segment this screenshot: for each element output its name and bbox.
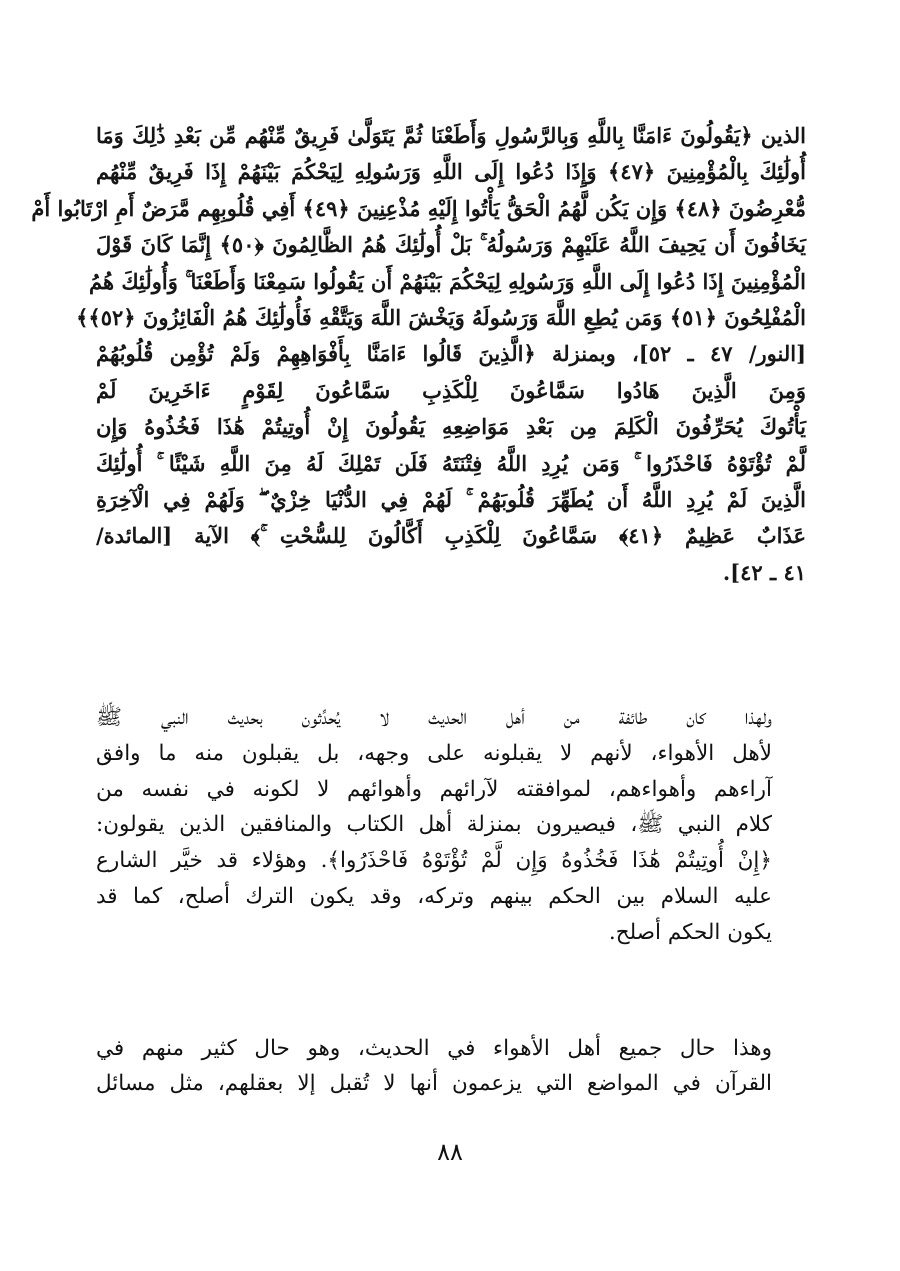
quote-line: يَأْتُوكَ يُحَرِّفُونَ الْكَلِمَ مِن بَعْدِ مَوَاضِعِهِ يَقُولُونَ إِنْ أُوتِيتُمْ هَٰذَا فَخُذُوهُ وَإِن xyxy=(96,414,806,440)
quote-line: الذين ﴿يَقُولُونَ ءَامَنَّا بِاللَّهِ وَبِالرَّسُولِ وَأَطَعْنَا ثُمَّ يَتَوَلَّىٰ فَرِيقٌ مِّنْهُم مِّن بَعْدِ ذَٰلِكَ وَمَا xyxy=(96,123,806,148)
paragraph-line: آراءهم وأهواءهم، لموافقته لآرائهم وأهوائهم لا لكونه في نفسه من xyxy=(96,776,772,802)
quote-line: الْمُفْلِحُونَ ﴿٥١﴾ وَمَن يُطِعِ اللَّهَ وَرَسُولَهُ وَيَخْشَ اللَّهَ وَيَتَّقْهِ فَأُولَٰئِكَ هُمُ الْفَائِزُونَ ﴿٥٢﴾﴾ xyxy=(76,305,806,331)
quote-line: وَمِنَ الَّذِينَ هَادُوا سَمَّاعُونَ لِلْكَذِبِ سَمَّاعُونَ لِقَوْمٍ ءَاخَرِينَ لَمْ xyxy=(96,377,806,403)
paragraph-line: لأهل الأهواء، لأنهم لا يقبلونه على وجهه، بل يقبلون منه ما وافق xyxy=(96,740,772,766)
quote-line: يَخَافُونَ أَن يَحِيفَ اللَّهُ عَلَيْهِمْ وَرَسُولُهُ ۚ بَلْ أُولَٰئِكَ هُمُ الظَّالِمُونَ ﴿٥٠﴾ إِنَّمَا كَانَ قَوْلَ xyxy=(96,232,806,258)
quote-line: لَّمْ تُؤْتَوْهُ فَاحْذَرُوا ۚ وَمَن يُرِدِ اللَّهُ فِتْنَتَهُ فَلَن تَمْلِكَ لَهُ مِنَ اللَّهِ شَيْئًا ۚ أُولَٰئِكَ xyxy=(96,450,806,476)
quote-line: ٤١ ـ ٤٢]. xyxy=(722,559,806,585)
paragraph-2 xyxy=(96,1031,806,1101)
quranic-quote-block xyxy=(31,118,807,591)
paragraph-line: ﴿إِنْ أُوتِيتُمْ هَٰذَا فَخُذُوهُ وَإِن لَّمْ تُؤْتَوْهُ فَاحْذَرُوا﴾. وهؤلاء قد خيَّر الشارع xyxy=(96,848,772,874)
paragraph-line: عليه السلام بين الحكم بينهم وتركه، وقد يكون الترك أصلح، كما قد xyxy=(96,883,772,909)
quote-line: عَذَابٌ عَظِيمٌ ﴿٤١﴾ سَمَّاعُونَ لِلْكَذِبِ أَكَّالُونَ لِلسُّحْتِ ۚ﴾ الآية [المائدة/ xyxy=(96,523,806,549)
page-number: ٨٨ xyxy=(437,1138,463,1166)
paragraph-line: القرآن في المواضع التي يزعمون أنها لا تُقبل إلا بعقلهم، مثل مسائل xyxy=(96,1071,772,1096)
quote-line: الَّذِينَ لَمْ يُرِدِ اللَّهُ أَن يُطَهِّرَ قُلُوبَهُمْ ۚ لَهُمْ فِي الدُّنْيَا خِزْيٌ ۖ وَلَهُمْ فِي الْآخِرَةِ xyxy=(96,487,806,513)
quote-line: أُولَٰئِكَ بِالْمُؤْمِنِينَ ﴿٤٧﴾ وَإِذَا دُعُوا إِلَى اللَّهِ وَرَسُولِهِ لِيَحْكُمَ بَيْنَهُمْ إِذَا فَرِيقٌ مِّنْهُم xyxy=(96,159,806,185)
paragraph-line: وهذا حال جميع أهل الأهواء في الحديث، وهو حال كثير منهم في xyxy=(96,1036,772,1061)
paragraph-line: كلام النبي ﷺ، فيصيرون بمنزلة أهل الكتاب والمنافقين الذين يقولون: xyxy=(96,812,772,838)
paragraph-1 xyxy=(96,700,806,951)
paragraph-line: يكون الحكم أصلح. xyxy=(608,919,772,945)
quote-line: [النور/ ٤٧ ـ ٥٢]، وبمنزلة ﴿الَّذِينَ قَالُوا ءَامَنَّا بِأَفْوَاهِهِمْ وَلَمْ تُؤْمِن قُلُوبُهُمْ xyxy=(96,341,807,367)
quote-line: مُّعْرِضُونَ ﴿٤٨﴾ وَإِن يَكُن لَّهُمُ الْحَقُّ يَأْتُوا إِلَيْهِ مُذْعِنِينَ ﴿٤٩﴾ أَفِي قُلُوبِهِم مَّرَضٌ أَمِ ارْتَابُوا أَمْ xyxy=(31,195,806,221)
quote-line: الْمُؤْمِنِينَ إِذَا دُعُوا إِلَى اللَّهِ وَرَسُولِهِ لِيَحْكُمَ بَيْنَهُمْ أَن يَقُولُوا سَمِعْنَا وَأَطَعْنَا ۚ وَأُولَٰئِكَ هُمُ xyxy=(88,268,806,294)
paragraph-line: ولهذا كان طائفة من أهل الحديث لا يُحدِّثون بحديث النبي ﷺ xyxy=(96,705,772,730)
